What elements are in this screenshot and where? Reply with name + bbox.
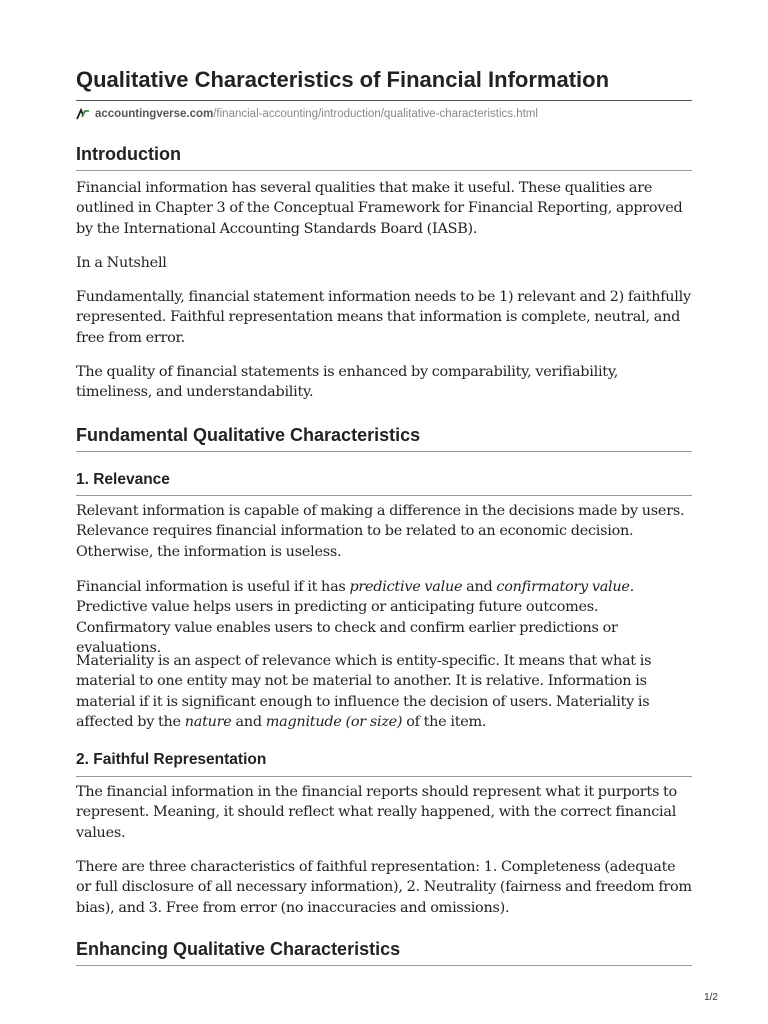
subsection-divider bbox=[76, 776, 692, 777]
page-number: 1/2 bbox=[704, 992, 718, 1003]
section-heading-enhancing: Enhancing Qualitative Characteristics bbox=[76, 939, 401, 959]
faithful-paragraph-1: The financial information in the financial reports should represent what it purports to represent. Meaning, it should reflect what really happened, with the correct financial values. bbox=[76, 784, 677, 841]
intro-paragraph-3: Fundamentally, financial statement information needs to be 1) relevant and 2) faithfully represented. Faithful representation means that information is complete, neutral, and free from error. bbox=[76, 289, 691, 346]
section-divider bbox=[76, 451, 692, 452]
source-path[interactable]: /financial-accounting/introduction/qualitative-characteristics.html bbox=[213, 108, 538, 120]
magnitude-term: magnitude (or size) bbox=[265, 713, 403, 730]
section-divider bbox=[76, 170, 692, 171]
section-heading-introduction: Introduction bbox=[76, 144, 181, 164]
nature-term: nature bbox=[184, 713, 232, 730]
faithful-paragraph-2: There are three characteristics of faithful representation: 1. Completeness (adequate or full disclosure of all necessary information), 2. Neutrality (fairness and freedom from bias), and 3. Free from error (no inaccuracies and omissions). bbox=[76, 859, 692, 916]
relevance-paragraph-3: Materiality is an aspect of relevance which is entity-specific. It means that what is material to one entity may not be material to another. It is relative. Information is material if it is significant enough to influence the decision of users. Materiality is affected by the nature and magnitude (or size) of the item. bbox=[76, 653, 652, 730]
relevance-paragraph-1: Relevant information is capable of making a difference in the decisions made by users. Relevance requires financial information to be related to an economic decision. Otherwise, the information is useless. bbox=[76, 503, 685, 560]
page-title: Qualitative Characteristics of Financial Information bbox=[76, 67, 610, 92]
section-divider bbox=[76, 965, 692, 966]
intro-paragraph-nutshell: In a Nutshell bbox=[76, 255, 167, 271]
source-domain[interactable]: accountingverse.com bbox=[95, 108, 214, 120]
intro-paragraph-4: The quality of financial statements is enhanced by comparability, verifiability, timeliness, and understandability. bbox=[76, 364, 619, 401]
confirmatory-value-term: confirmatory value. bbox=[496, 579, 634, 595]
subsection-divider bbox=[76, 495, 692, 496]
predictive-value-term: predictive value bbox=[349, 579, 463, 595]
title-divider bbox=[76, 100, 692, 101]
intro-paragraph-1: Financial information has several qualities that make it useful. These qualities are outlined in Chapter 3 of the Conceptual Framework for Financial Reporting, approved by the International Accounting Standards Board (IASB). bbox=[76, 180, 683, 237]
accountingverse-logo-icon bbox=[76, 108, 90, 120]
subsection-heading-faithful: 2. Faithful Representation bbox=[76, 751, 267, 768]
source-url[interactable] bbox=[76, 106, 538, 122]
relevance-paragraph-2: Financial information is useful if it has predictive value and confirmatory value. Predictive value helps users in predicting or anticipating future outcomes. Confirmatory value enables users to check and confirm earlier predictions or evaluations. bbox=[76, 579, 634, 656]
subsection-heading-relevance: 1. Relevance bbox=[76, 471, 170, 488]
section-heading-fundamental: Fundamental Qualitative Characteristics bbox=[76, 425, 421, 445]
